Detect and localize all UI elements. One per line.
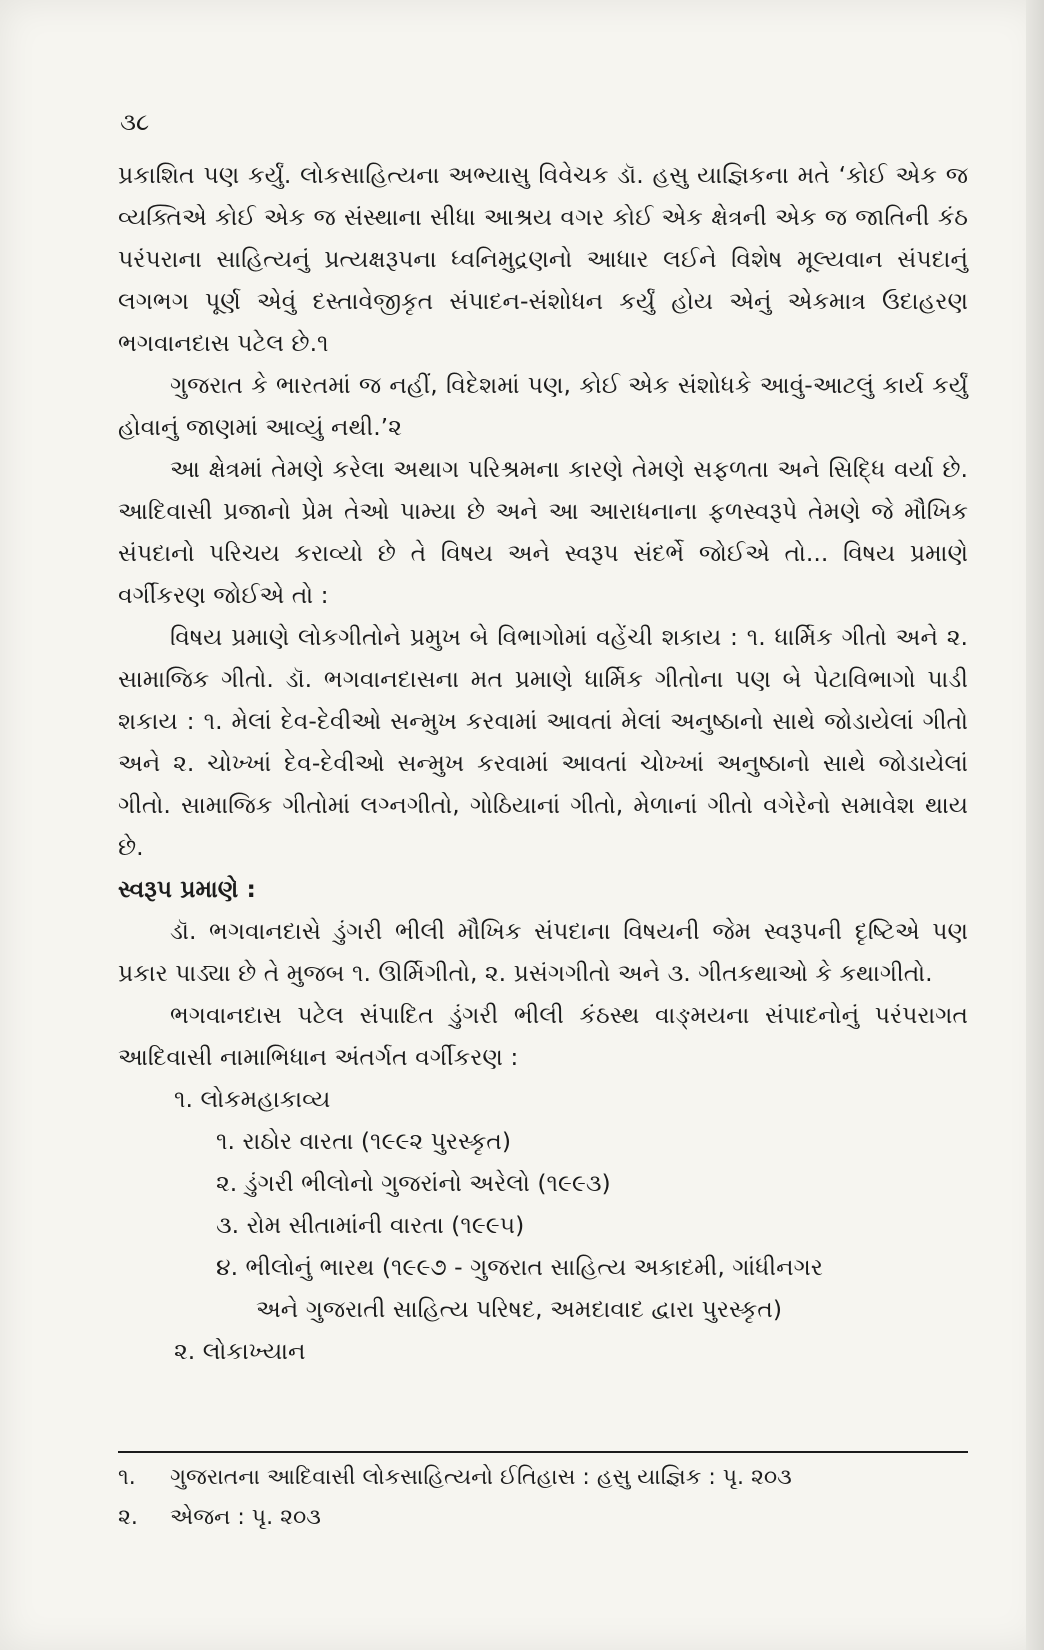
paragraph-3: આ ક્ષેત્રમાં તેમણે કરેલા અથાગ પરિશ્રમના કારણે તેમણે સફળતા અને સિદ્ધિ વર્યા છે. આદિવાસી પ્રજાનો પ્રેમ તેઓ પામ્યા છે અને આ આરાધનાના ફળસ્વરૂપે તેમણે જે મૌખિક સંપદાનો પરિચય કરાવ્યો છે તે વિષય અને સ્વરૂપ સંદર્ભે જોઈએ તો... વિષય પ્રમાણે વર્ગીકરણ જોઈએ તો : — [118, 455, 968, 609]
paragraph-2: ગુજરાત કે ભારતમાં જ નહીં, વિદેશમાં પણ, કોઈ એક સંશોધકે આવું-આટલું કાર્ય કર્યું હોવાનું જાણમાં આવ્યું નથી.’૨ — [118, 371, 968, 441]
list-subitem: ૧. રાઠોર વારતા (૧૯૯૨ પુરસ્કૃત) — [216, 1127, 512, 1155]
section-heading: સ્વરૂપ પ્રમાણે : — [118, 875, 256, 903]
page-edge — [1026, 0, 1044, 1650]
paragraph-6: ભગવાનદાસ પટેલ સંપાદિત ડુંગરી ભીલી કંઠસ્થ વાઙ્મયના સંપાદનોનું પરંપરાગત આદિવાસી નામાભિધાન અંતર્ગત વર્ગીકરણ : — [118, 1001, 968, 1071]
list-subitem: ૩. રોમ સીતામાંની વારતા (૧૯૯૫) — [216, 1211, 525, 1239]
footnotes — [118, 1458, 968, 1538]
page-number: ૩૮ — [120, 108, 150, 136]
footnote-divider — [118, 1451, 968, 1453]
footnote — [118, 1498, 968, 1538]
paragraph-4: વિષય પ્રમાણે લોકગીતોને પ્રમુખ બે વિભાગોમાં વહેંચી શકાય : ૧. ધાર્મિક ગીતો અને ૨. સામાજિક ગીતો. ડૉ. ભગવાનદાસના મત પ્રમાણે ધાર્મિક ગીતોના પણ બે પેટાવિભાગો પાડી શકાય : ૧. મેલાં દેવ-દેવીઓ સન્મુખ કરવામાં આવતાં મેલાં અનુષ્ઠાનો સાથે જોડાયેલાં ગીતો અને ૨. ચોખ્ખાં દેવ-દેવીઓ સન્મુખ કરવામાં આવતાં ચોખ્ખાં અનુષ્ઠાનો સાથે જોડાયેલાં ગીતો. સામાજિક ગીતોમાં લગ્નગીતો, ગોઠિયાનાં ગીતો, મેળાનાં ગીતો વગેરેનો સમાવેશ થાય છે. — [118, 623, 968, 861]
classification-list — [118, 1078, 968, 1372]
footnote — [118, 1458, 968, 1498]
list-subitem: ૨. ડુંગરી ભીલોનો ગુજરાંનો અરેલો (૧૯૯૩) — [216, 1169, 611, 1197]
list-item: ૨. લોકાખ્યાન — [174, 1337, 306, 1365]
list-subitem-continuation: અને ગુજરાતી સાહિત્ય પરિષદ, અમદાવાદ દ્વારા પુરસ્કૃત) — [256, 1295, 783, 1323]
footnote-text: એજન : પૃ. ૨૦૩ — [170, 1505, 321, 1530]
paragraph-5: ડૉ. ભગવાનદાસે ડુંગરી ભીલી મૌખિક સંપદાના વિષયની જેમ સ્વરૂપની દૃષ્ટિએ પણ પ્રકાર પાડ્યા છે તે મુજબ ૧. ઊર્મિગીતો, ૨. પ્રસંગગીતો અને ૩. ગીતકથાઓ કે કથાગીતો. — [118, 917, 968, 987]
footnote-number: ૧. — [118, 1465, 136, 1490]
footnote-text: ગુજરાતના આદિવાસી લોકસાહિત્યનો ઈતિહાસ : હસુ યાજ્ઞિક : પૃ. ૨૦૩ — [170, 1465, 792, 1490]
paragraph-1: પ્રકાશિત પણ કર્યું. લોકસાહિત્યના અભ્યાસુ વિવેચક ડૉ. હસુ યાજ્ઞિકના મતે ‘કોઈ એક જ વ્યક્તિએ કોઈ એક જ સંસ્થાના સીધા આશ્રય વગર કોઈ એક ક્ષેત્રની એક જ જાતિની કંઠ પરંપરાના સાહિત્યનું પ્રત્યક્ષરૂપના ધ્વનિમુદ્રણનો આધાર લઈને વિશેષ મૂલ્યવાન સંપદાનું લગભગ પૂર્ણ એવું દસ્તાવેજીકૃત સંપાદન-સંશોધન કર્યું હોય એનું એકમાત્ર ઉદાહરણ ભગવાનદાસ પટેલ છે.૧ — [118, 161, 968, 357]
page-body — [118, 110, 968, 1372]
footnote-number: ૨. — [118, 1505, 138, 1530]
list-subitem: ૪. ભીલોનું ભારથ (૧૯૯૭ - ગુજરાત સાહિત્ય અકાદમી, ગાંધીનગર — [216, 1253, 823, 1281]
list-item: ૧. લોકમહાકાવ્ય — [174, 1085, 331, 1113]
